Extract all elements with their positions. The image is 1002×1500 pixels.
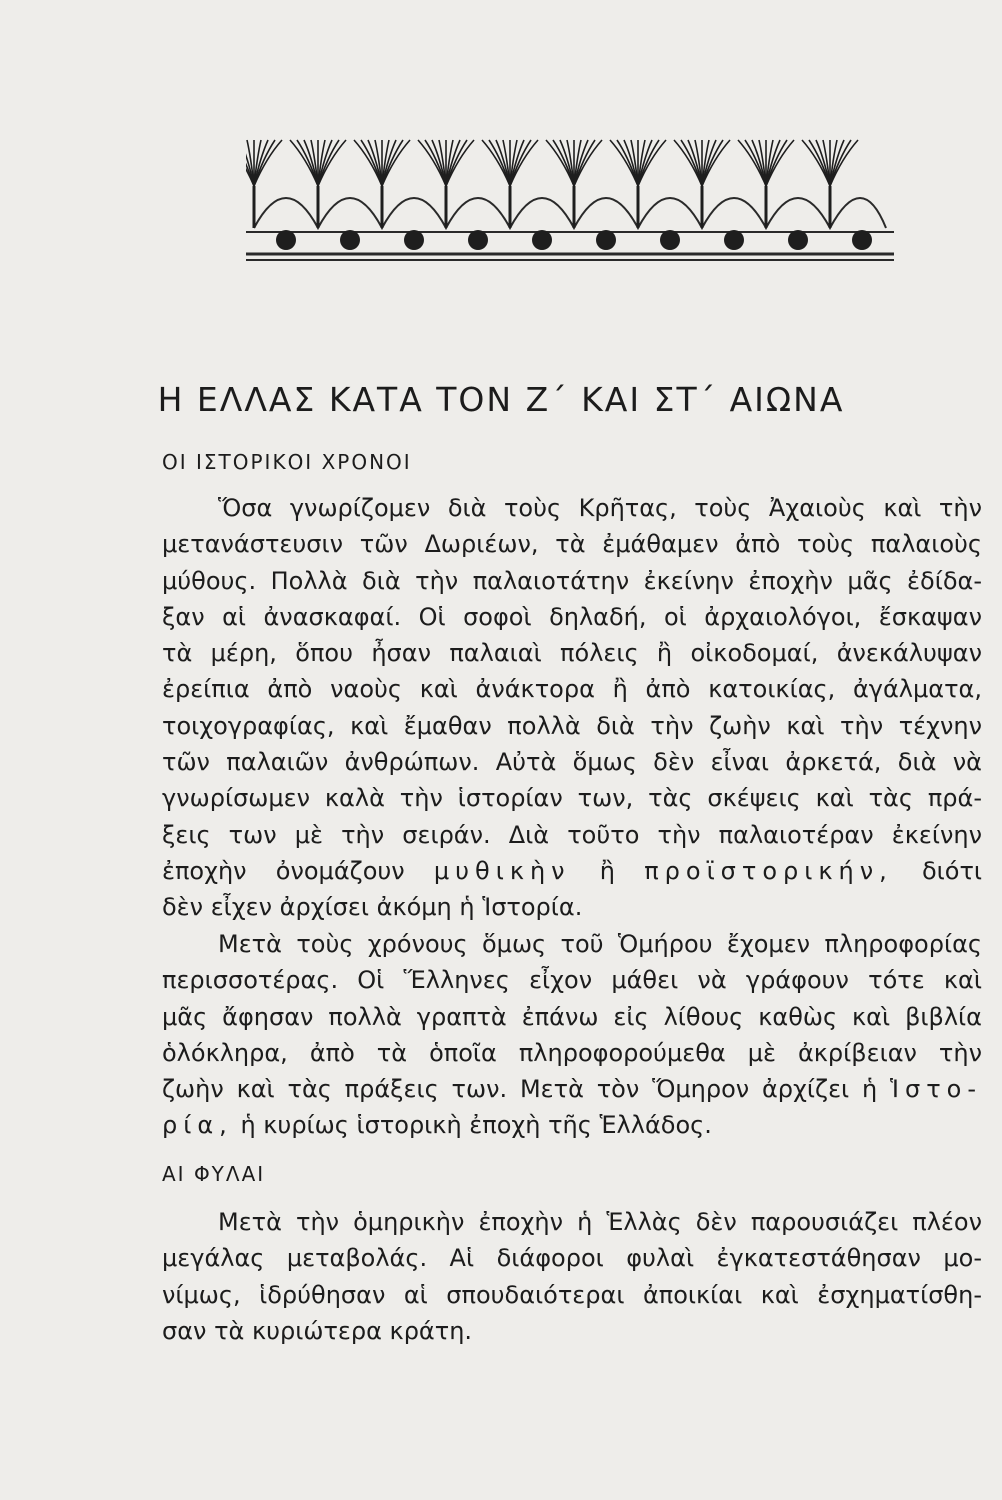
frieze-fan-rib [418, 140, 446, 186]
text-line: Μετὰ τὴν ὁμηρικὴν ἐποχὴν ἡ Ἑλλὰς δὲν παρουσιάζει πλέον [218, 1208, 982, 1236]
text-line-spaced-term [162, 1107, 982, 1143]
text-line: ξεις των μὲ τὴν σειράν. Διὰ τοῦτο τὴν παλαιοτέραν ἐκείνην [162, 820, 982, 849]
frieze-fan-rib [354, 140, 382, 186]
frieze-fan-rib [482, 140, 510, 186]
spaced-term-history: Ἱστο- [890, 1075, 982, 1104]
text-line: γνωρίσωμεν καλὰ τὴν ἱστορίαν των, τὰς σκέψεις καὶ τὰς πρά- [162, 784, 982, 813]
frieze-bead [852, 230, 872, 250]
frieze-bead [660, 230, 680, 250]
frieze-fan-rib [702, 140, 730, 186]
spaced-term-mythical: μυθικὴν [433, 856, 571, 885]
text-line: σαν τὰ κυριώτερα κράτη. [162, 1316, 473, 1345]
text-line: Μετὰ τοὺς χρόνους ὅμως τοῦ Ὁμήρου ἔχομεν πληροφορίας [218, 930, 982, 958]
frieze-fan-rib [546, 140, 574, 186]
text-line: ἐρείπια ἀπὸ ναοὺς καὶ ἀνάκτορα ἢ ἀπὸ κατοικίας, ἀγάλματα, [162, 675, 982, 704]
frieze-fan-rib [766, 140, 794, 186]
frieze-fan-rib [254, 140, 282, 186]
frieze-fan-rib [290, 140, 318, 186]
text-line: περισσοτέρας. Οἱ Ἕλληνες εἶχον μάθει νὰ γράφουν τότε καὶ [162, 966, 982, 995]
text-fragment: ἢ [570, 856, 645, 885]
text-line: τῶν παλαιῶν ἀνθρώπων. Αὐτὰ ὅμως δὲν εἶναι ἀρκετά, διὰ νὰ [162, 748, 982, 777]
section-heading-historical-times: ΟΙ ΙΣΤΟΡΙΚΟΙ ΧΡΟΝΟΙ [162, 450, 412, 474]
text-line-spaced-term [162, 1071, 982, 1107]
text-line: δὲν εἶχεν ἀρχίσει ἀκόμη ἡ Ἱστορία. [162, 893, 583, 922]
frieze-bead [404, 230, 424, 250]
paragraph-tribes [162, 1204, 982, 1349]
text-line: μετανάστευσιν τῶν Δωριέων, τὰ ἐμάθαμεν ἀπὸ τοὺς παλαιοὺς [162, 530, 982, 559]
frieze-fan-rib [830, 140, 858, 186]
ornamental-frieze [246, 128, 894, 268]
text-line: τοιχογραφίας, καὶ ἔμαθαν πολλὰ διὰ τὴν ζωὴν καὶ τὴν τέχνην [162, 711, 982, 740]
text-line: μεγάλας μεταβολάς. Αἱ διάφοροι φυλαὶ ἐγκατεστάθησαν μο- [162, 1244, 982, 1273]
spaced-term-prehistoric: προϊστορικήν, [644, 856, 893, 885]
spaced-term-history-end: ρία, [162, 1111, 233, 1140]
section-heading-tribes: ΑΙ ΦΥΛΑΙ [162, 1162, 266, 1186]
paragraph-historical-1 [162, 490, 982, 926]
frieze-bead [276, 230, 296, 250]
frieze-fan-rib [318, 140, 346, 186]
frieze-fan-rib [638, 140, 666, 186]
frieze-bead [596, 230, 616, 250]
frieze-bead [340, 230, 360, 250]
frieze-fan-rib [610, 140, 638, 186]
frieze-fan-rib [446, 140, 474, 186]
frieze-bead [788, 230, 808, 250]
frieze-fan-rib [802, 140, 830, 186]
text-fragment: ἐποχὴν ὀνομάζουν [162, 856, 434, 885]
text-fragment: ζωὴν καὶ τὰς πράξεις των. Μετὰ τὸν Ὅμηρον ἀρχίζει ἡ [162, 1075, 891, 1104]
text-line: ὁλόκληρα, ἀπὸ τὰ ὁποῖα πληροφορούμεθα μὲ ἀκρίβειαν τὴν [162, 1038, 982, 1067]
paragraph-historical-2 [162, 926, 982, 1144]
text-fragment: ἡ κυρίως ἱστορικὴ ἐποχὴ τῆς Ἑλλάδος. [232, 1111, 712, 1140]
text-line: ξαν αἱ ἀνασκαφαί. Οἱ σοφοὶ δηλαδή, οἱ ἀρχαιολόγοι, ἔσκαψαν [162, 602, 982, 631]
frieze-fan-rib [674, 140, 702, 186]
frieze-bead [468, 230, 488, 250]
frieze-bead [724, 230, 744, 250]
frieze-fan-rib [574, 140, 602, 186]
text-line-spaced-terms [162, 853, 982, 889]
text-fragment: διότι [892, 856, 983, 885]
frieze-fan-rib [738, 140, 766, 186]
text-line: τὰ μέρη, ὅπου ἦσαν παλαιαὶ πόλεις ἢ οἰκοδομαί, ἀνεκάλυψαν [162, 639, 982, 668]
frieze-bead [532, 230, 552, 250]
frieze-fan-rib [510, 140, 538, 186]
text-line: Ὅσα γνωρίζομεν διὰ τοὺς Κρῆτας, τοὺς Ἀχαιοὺς καὶ τὴν [218, 494, 982, 522]
text-line: μύθους. Πολλὰ διὰ τὴν παλαιοτάτην ἐκείνην ἐποχὴν μᾶς ἐδίδα- [162, 566, 982, 595]
text-line: μᾶς ἄφησαν πολλὰ γραπτὰ ἐπάνω εἰς λίθους καθὼς καὶ βιβλία [162, 1002, 982, 1031]
frieze-fan-rib [382, 140, 410, 186]
page-title: Η ΕΛΛΑΣ ΚΑΤΑ ΤΟΝ Ζ΄ ΚΑΙ ΣΤ΄ ΑΙΩΝΑ [157, 380, 845, 420]
text-line: νίμως, ἱδρύθησαν αἱ σπουδαιότεραι ἀποικίαι καὶ ἐσχηματίσθη- [162, 1280, 982, 1309]
